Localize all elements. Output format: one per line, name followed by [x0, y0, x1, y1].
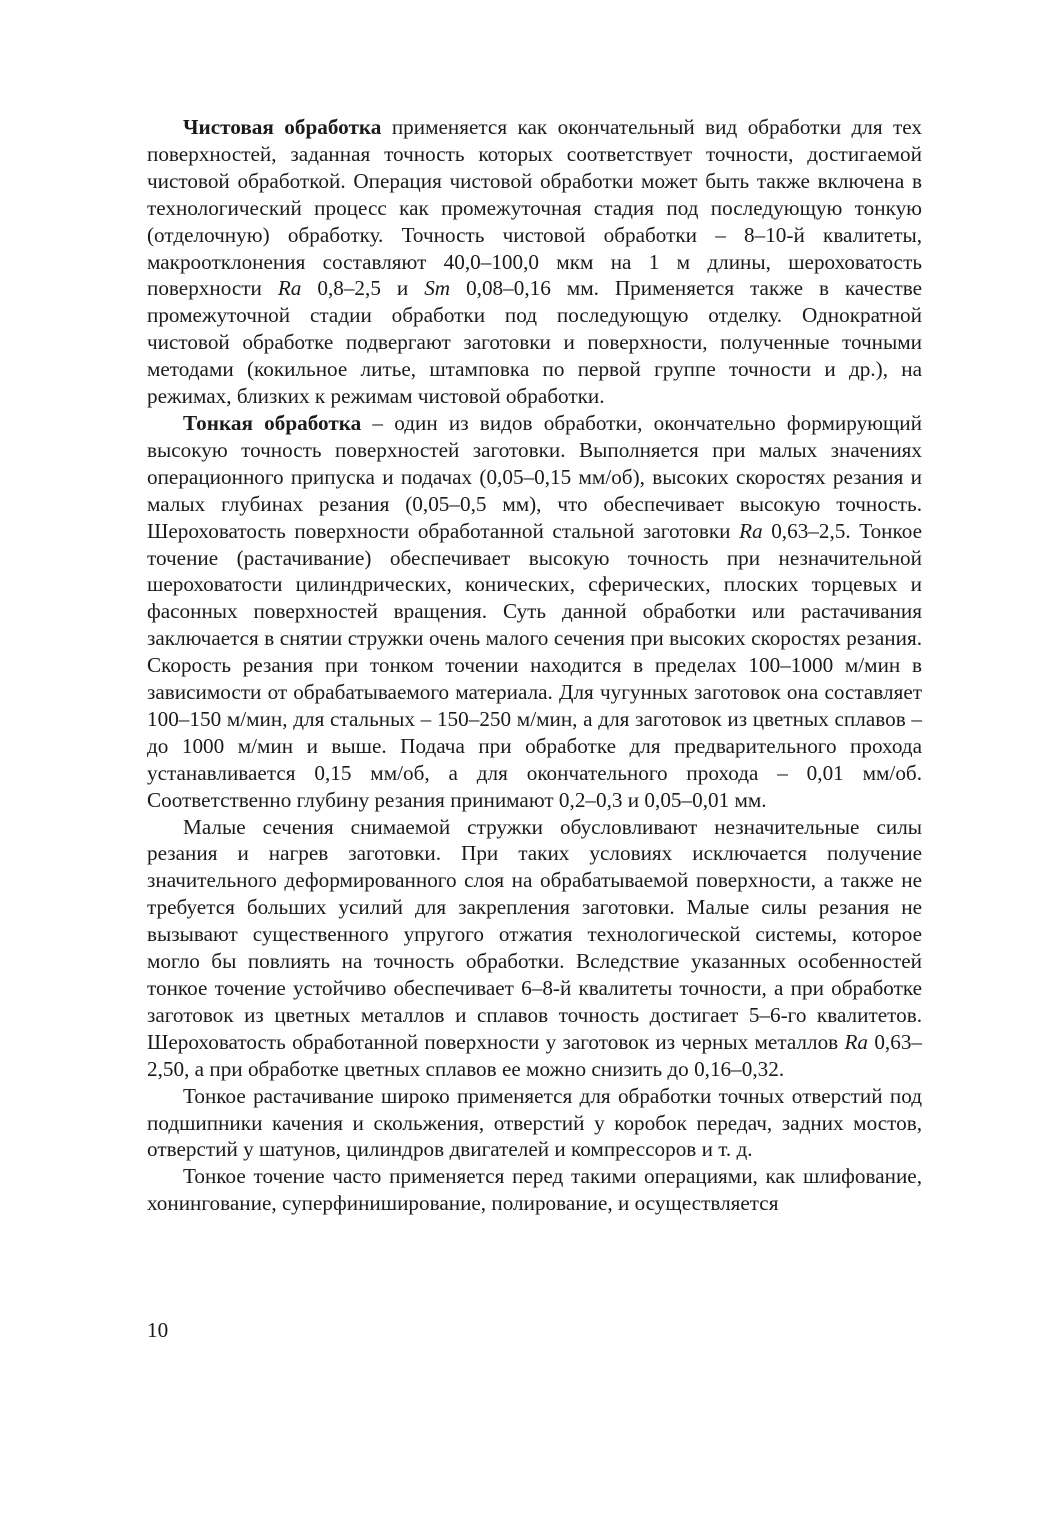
body-text: [147, 114, 922, 1217]
paragraph-fine-boring: Тонкое растачивание широко применяется для обработки точных отверстий под подшипники качения и скольжения, отверстий у коробок передач, задних мостов, отверстий у шатунов, цилиндров двигателей и компрессоров и т. д.: [147, 1083, 922, 1162]
paragraph-fine-machining: Тонкая обработка – один из видов обработки, окончательно формирующий высокую точность поверхностей заготовки. Выполняется при малых значениях операционного припуска и подачах (0,05–0,15 мм/об), высоких скоростях резания и малых глубинах резания (0,05–0,5 мм), что обеспечивает высокую точность. Шероховатость поверхности обработанной стальной заготовки Ra 0,63–2,5. Тонкое точение (растачивание) обеспечивает высокую точность при незначительной шероховатости цилиндрических, конических, сферических, плоских торцевых и фасонных поверхностей вращения. Суть данной обработки или растачивания заключается в снятии стружки очень малого сечения при высоких скоростях резания. Скорость резания при тонком точении находится в пределах 100–1000 м/мин в зависимости от обрабатываемого материала. Для чугунных заготовок она составляет 100–150 м/мин, для стальных – 150–250 м/мин, а для заготовок из цветных сплавов – до 1000 м/мин и выше. Подача при обработке для предварительного прохода устанавливается 0,15 мм/об, а для окончательного прохода – 0,01 мм/об. Соответственно глубину резания принимают 0,2–0,3 и 0,05–0,01 мм.: [147, 410, 922, 812]
term-fine-machining: Тонкая обработка: [183, 410, 362, 435]
paragraph-small-chips: Малые сечения снимаемой стружки обусловливают незначительные силы резания и нагрев заготовки. При таких условиях исключается получение значительного деформированного слоя на обрабатываемой поверхности, а также не требуется больших усилий для закрепления заготовки. Малые силы резания не вызывают существенного упругого отжатия технологической системы, которое могло бы повлиять на точность обработки. Вследствие указанных особенностей тонкое точение устойчиво обеспечивает 6–8-й квалитеты точности, а при обработке заготовок из цветных металлов и сплавов точность достигает 5–6-го квалитетов. Шероховатость обработанной поверхности у заготовок из черных металлов Ra 0,63–2,50, а при обработке цветных сплавов ее можно снизить до 0,16–0,32.: [147, 814, 923, 1081]
paragraph-fine-turning: Тонкое точение часто применяется перед такими операциями, как шлифование, хонингование, суперфиниширование, полирование, и осуществляется: [147, 1164, 922, 1216]
paragraph-finishing: Чистовая обработка применяется как окончательный вид обработки для тех поверхностей, заданная точность которых соответствует точности, достигаемой чистовой обработкой. Операция чистовой обработки может быть также включена в технологический процесс как промежуточная стадия под последующую тонкую (отделочную) обработку. Точность чистовой обработки – 8–10-й квалитеты, макроотклонения составляют 40,0–100,0 мкм на 1 м длины, шероховатость поверхности Ra 0,8–2,5 и Sm 0,08–0,16 мм. Применяется также в качестве промежуточной стадии обработки под последующую отделку. Однократной чистовой обработке подвергают заготовки и поверхности, полученные точными методами (кокильное литье, штамповка по первой группе точности и др.), на режимах, близких к режимам чистовой обработки.: [147, 115, 923, 409]
page-number: 10: [147, 1318, 169, 1342]
term-finishing: Чистовая обработка: [183, 115, 382, 139]
